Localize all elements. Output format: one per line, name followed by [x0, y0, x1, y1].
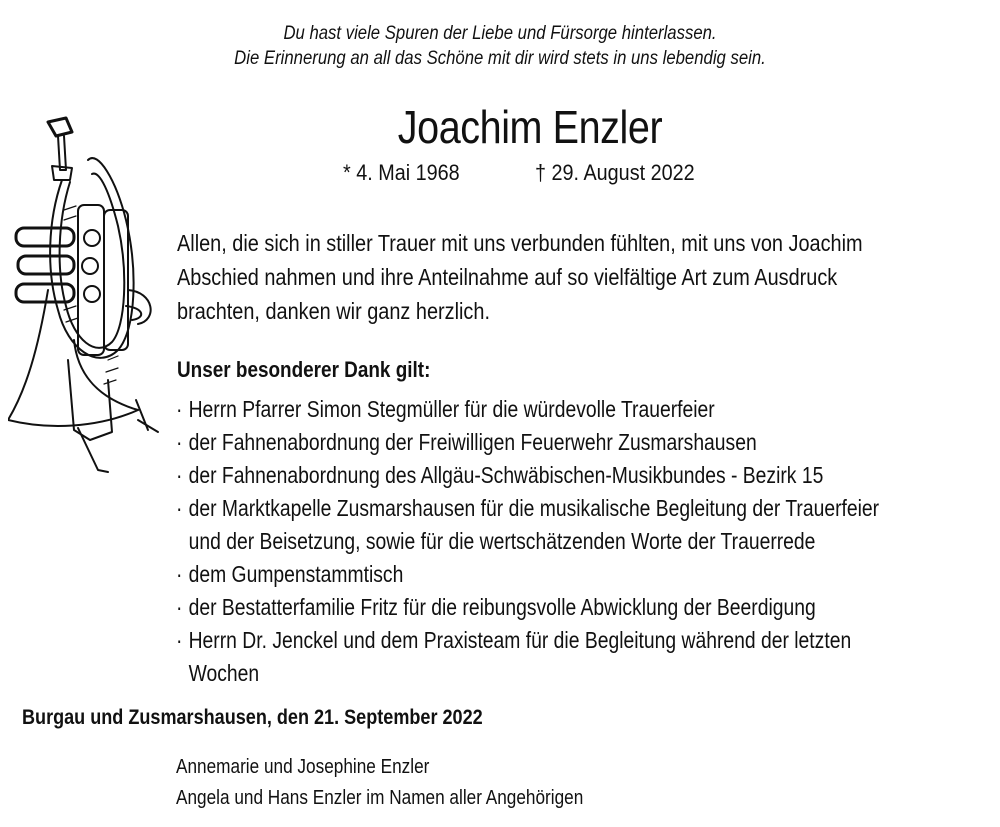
bullet-icon: · — [176, 561, 183, 587]
list-item — [176, 591, 879, 624]
bullet-icon: · — [176, 594, 183, 620]
list-item — [176, 459, 879, 492]
list-item-text: dem Gumpenstammtisch — [188, 561, 404, 587]
list-item — [176, 624, 879, 690]
deceased-name: Joachim Enzler — [397, 101, 663, 153]
list-item-text: der Marktkapelle Zusmarshausen für die musikalische Begleitung der Trauerfeier — [188, 495, 880, 521]
death-date: † 29. August 2022 — [535, 160, 695, 185]
memorial-quote — [60, 21, 940, 71]
intro-line: brachten, danken wir ganz herzlich. — [177, 298, 490, 324]
list-item — [176, 492, 879, 558]
signer-line: Annemarie und Josephine Enzler — [176, 756, 430, 778]
list-item-text: der Fahnenabordnung des Allgäu-Schwäbischen-Musikbundes - Bezirk 15 — [188, 462, 824, 488]
bullet-icon: · — [176, 495, 183, 521]
intro-paragraph — [177, 226, 863, 328]
bullet-icon: · — [176, 627, 183, 653]
thanks-heading: Unser besonderer Dank gilt: — [177, 357, 431, 382]
quote-line-2: Die Erinnerung an all das Schöne mit dir wird stets in uns lebendig sein. — [234, 48, 766, 69]
thanks-list — [176, 393, 879, 690]
intro-line: Abschied nahmen und ihre Anteilnahme auf so vielfältige Art zum Ausdruck — [177, 264, 838, 290]
bullet-icon: · — [176, 396, 183, 422]
birth-date: * 4. Mai 1968 — [343, 160, 460, 185]
signers — [176, 752, 583, 814]
list-item-continuation: und der Beisetzung, sowie für die wertschätzenden Worte der Trauerrede — [188, 528, 816, 554]
intro-line: Allen, die sich in stiller Trauer mit uns verbunden fühlten, mit uns von Joachim — [177, 230, 863, 256]
place-date: Burgau und Zusmarshausen, den 21. September 2022 — [22, 706, 483, 729]
list-item-text: der Fahnenabordnung der Freiwilligen Feuerwehr Zusmarshausen — [188, 429, 757, 455]
bullet-icon: · — [176, 429, 183, 455]
quote-line-1: Du hast viele Spuren der Liebe und Fürsorge hinterlassen. — [283, 23, 717, 44]
list-item-text: Herrn Pfarrer Simon Stegmüller für die würdevolle Trauerfeier — [188, 396, 715, 422]
list-item — [176, 393, 879, 426]
list-item-text: Herrn Dr. Jenckel und dem Praxisteam für die Begleitung während der letzten — [188, 627, 852, 653]
list-item-text: der Bestatterfamilie Fritz für die reibungsvolle Abwicklung der Beerdigung — [188, 594, 816, 620]
list-item — [176, 426, 879, 459]
list-item-continuation: Wochen — [188, 660, 260, 686]
bullet-icon: · — [176, 462, 183, 488]
signer-line: Angela und Hans Enzler im Namen aller Angehörigen — [176, 787, 584, 809]
flugelhorn-sketch-icon — [8, 110, 168, 495]
list-item — [176, 558, 879, 591]
